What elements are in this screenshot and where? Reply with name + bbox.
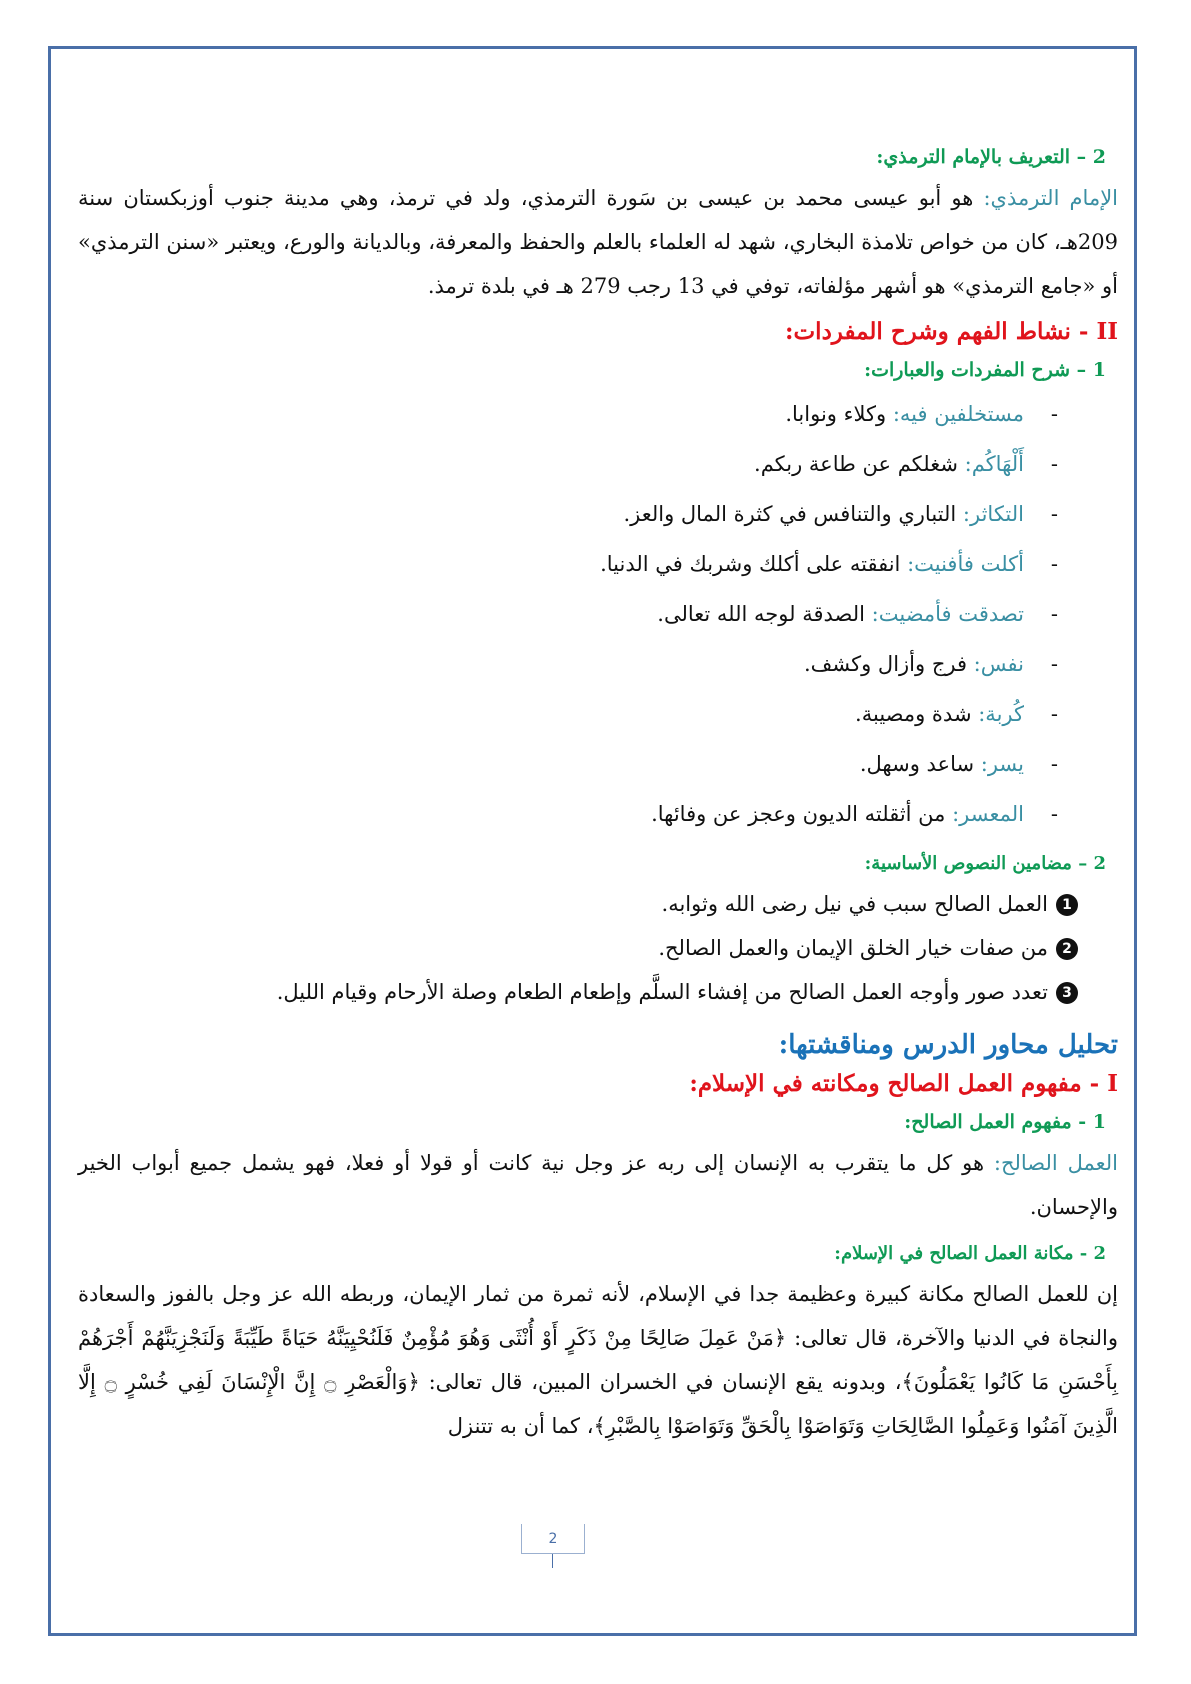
vocab-term: نفس: bbox=[973, 652, 1024, 676]
imam-term: الإمام الترمذي: bbox=[983, 186, 1119, 210]
quran-quote-2: ﴿وَالْعَصْرِ ۝ إِنَّ الْإِنْسَانَ لَفِي خُسْرٍ ۝ إِلَّا الَّذِينَ آمَنُوا وَعَمِلُوا الصَّالِحَاتِ وَتَوَاصَوْا بِالْحَقِّ وَتَوَاصَوْا بِالصَّبْرِ﴾ bbox=[78, 1370, 1118, 1438]
imam-paragraph bbox=[78, 176, 1118, 308]
understanding-heading: II - نشاط الفهم وشرح المفردات: bbox=[785, 318, 1118, 345]
part1-heading: I - مفهوم العمل الصالح ومكانته في الإسلام: bbox=[689, 1070, 1118, 1097]
vocab-meaning: فرج وأزال وكشف. bbox=[803, 652, 974, 676]
theme-number: 1 bbox=[1056, 894, 1078, 916]
concept-text: هو كل ما يتقرب به الإنسان إلى ربه عز وجل نية كانت أو قولا أو فعلا، فهو يشمل جميع أبواب الخير والإحسان. bbox=[78, 1151, 1118, 1219]
status-paragraph bbox=[78, 1272, 1118, 1448]
theme-item bbox=[78, 926, 1078, 970]
vocab-item: - يسر: ساعد وسهل. bbox=[859, 752, 1058, 776]
vocab-meaning: من أثقلته الديون وعجز عن وفائها. bbox=[651, 802, 953, 826]
vocab-meaning: وكلاء ونوابا. bbox=[785, 402, 893, 426]
vocab-meaning: شدة ومصيبة. bbox=[855, 702, 979, 726]
theme-number: 2 bbox=[1056, 938, 1078, 960]
vocab-term: أَلْهَاكُم: bbox=[964, 452, 1024, 476]
vocab-item: - أَلْهَاكُم: شغلكم عن طاعة ربكم. bbox=[754, 452, 1058, 476]
vocab-heading: 1 – شرح المفردات والعبارات: bbox=[864, 359, 1106, 381]
themes-heading: 2 – مضامين النصوص الأساسية: bbox=[864, 853, 1106, 874]
status-text-1: إن للعمل الصالح مكانة كبيرة وعظيمة جدا في الإسلام، لأنه ثمرة من ثمار الإيمان، وربطه الله عز وجل بالفوز والسعادة والنجاة في الدنيا والآخرة، قال تعالى: bbox=[78, 1282, 1118, 1350]
vocab-meaning: التباري والتنافس في كثرة المال والعز. bbox=[623, 502, 963, 526]
status-text-2: ، وبدونه يقع الإنسان في الخسران المبين، قال تعالى: bbox=[419, 1370, 902, 1394]
vocab-term: أكلت فأفنيت: bbox=[907, 552, 1024, 576]
vocab-meaning: ساعد وسهل. bbox=[859, 752, 981, 776]
theme-text: العمل الصالح سبب في نيل رضى الله وثوابه. bbox=[661, 892, 1048, 916]
vocab-item: - نفس: فرج وأزال وكشف. bbox=[803, 652, 1058, 676]
status-text-3: ، كما أن به تتنزل bbox=[447, 1414, 594, 1438]
vocab-term: مستخلفين فيه: bbox=[892, 402, 1024, 426]
vocab-item: - تصدقت فأمضيت: الصدقة لوجه الله تعالى. bbox=[657, 602, 1058, 626]
vocab-item: - كُربة: شدة ومصيبة. bbox=[855, 702, 1058, 726]
imam-heading: 2 – التعريف بالإمام الترمذي: bbox=[876, 146, 1106, 168]
theme-text: من صفات خيار الخلق الإيمان والعمل الصالح. bbox=[658, 936, 1048, 960]
vocab-term: يسر: bbox=[980, 752, 1024, 776]
vocab-meaning: شغلكم عن طاعة ربكم. bbox=[754, 452, 965, 476]
theme-item bbox=[78, 970, 1078, 1014]
vocab-item: - المعسر: من أثقلته الديون وعجز عن وفائها. bbox=[651, 802, 1058, 826]
vocab-term: المعسر: bbox=[952, 802, 1024, 826]
concept-heading: 1 - مفهوم العمل الصالح: bbox=[904, 1111, 1106, 1133]
vocab-meaning: الصدقة لوجه الله تعالى. bbox=[657, 602, 872, 626]
theme-text: تعدد صور وأوجه العمل الصالح من إفشاء السلَّم وإطعام الطعام وصلة الأرحام وقيام الليل. bbox=[276, 980, 1048, 1004]
concept-term: العمل الصالح: bbox=[993, 1151, 1118, 1175]
theme-item bbox=[78, 882, 1078, 926]
vocab-list bbox=[78, 389, 1118, 839]
vocab-item: - أكلت فأفنيت: انفقته على أكلك وشربك في الدنيا. bbox=[600, 552, 1058, 576]
imam-text: هو أبو عيسى محمد بن عيسى بن سَورة الترمذي، ولد في ترمذ، وهي مدينة جنوب أوزبكستان سنة 209هـ، كان من خواص تلامذة البخاري، شهد له العلماء بالعلم والحفظ والمعرفة، وبالديانة والورع، ويعتبر «سنن الترمذي» أو «جامع الترمذي» هو أشهر مؤلفاته، توفي في 13 رجب 279 هـ في بلدة ترمذ. bbox=[78, 186, 1118, 298]
quran-quote-1: ﴿مَنْ عَمِلَ صَالِحًا مِنْ ذَكَرٍ أَوْ أُنْثَى وَهُوَ مُؤْمِنٌ فَلَنُحْيِيَنَّهُ حَيَاةً طَيِّبَةً وَلَنَجْزِيَنَّهُمْ أَجْرَهُمْ بِأَحْسَنِ مَا كَانُوا يَعْمَلُونَ﴾ bbox=[78, 1326, 1118, 1394]
vocab-term: تصدقت فأمضيت: bbox=[871, 602, 1024, 626]
theme-number: 3 bbox=[1056, 982, 1078, 1004]
status-heading: 2 - مكانة العمل الصالح في الإسلام: bbox=[834, 1243, 1106, 1264]
themes-list bbox=[78, 882, 1118, 1014]
vocab-item: - التكاثر: التباري والتنافس في كثرة المال والعز. bbox=[623, 502, 1058, 526]
vocab-term: كُربة: bbox=[978, 702, 1024, 726]
vocab-meaning: انفقته على أكلك وشربك في الدنيا. bbox=[600, 552, 908, 576]
vocab-term: التكاثر: bbox=[962, 502, 1024, 526]
concept-paragraph bbox=[78, 1141, 1118, 1229]
page-number-tick bbox=[552, 1554, 553, 1568]
analysis-heading: تحليل محاور الدرس ومناقشتها: bbox=[778, 1030, 1118, 1060]
vocab-item: - مستخلفين فيه: وكلاء ونوابا. bbox=[785, 402, 1058, 426]
page-number: 2 bbox=[521, 1524, 585, 1554]
page-content bbox=[78, 132, 1118, 1448]
